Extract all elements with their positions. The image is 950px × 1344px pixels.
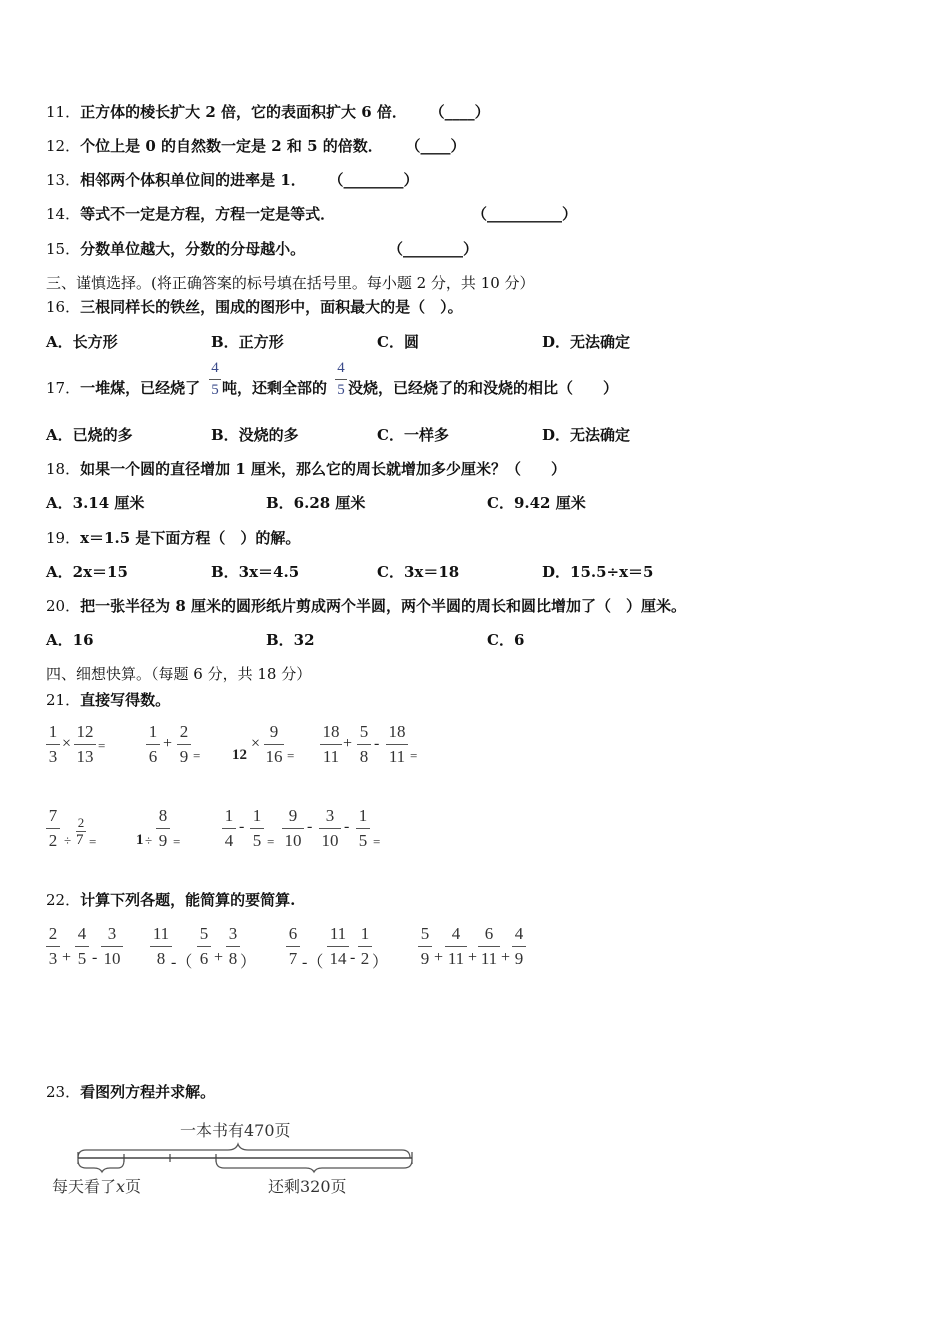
fraction: 3 8 bbox=[226, 924, 240, 969]
option-c: C．3x＝18 bbox=[377, 563, 460, 581]
question-14: 14．等式不一定是方程，方程一定是等式． bbox=[46, 205, 336, 223]
question-22: 22．计算下列各题，能简算的要简算. bbox=[46, 891, 296, 909]
fraction: 6 11 bbox=[478, 924, 500, 969]
fraction: 2 bbox=[77, 815, 85, 830]
question-15: 15．分数单位越大，分数的分母越小。 bbox=[46, 240, 306, 258]
diagram-daily-label: 每天看了x页 bbox=[52, 1177, 142, 1196]
book-pages-diagram bbox=[50, 1112, 420, 1202]
option-a: A．16 bbox=[46, 631, 94, 649]
answer-blank: （________） bbox=[388, 240, 479, 258]
fraction: 4 11 bbox=[445, 924, 467, 969]
fraction: 3 10 bbox=[319, 806, 341, 851]
fraction: 5 8 bbox=[357, 722, 371, 767]
fraction: 12 13 bbox=[74, 722, 96, 767]
answer-blank: （____） bbox=[429, 103, 490, 121]
question-16: 16．三根同样长的铁丝，围成的图形中，面积最大的是（ ）。 bbox=[46, 298, 463, 316]
fraction: 7 2 bbox=[46, 806, 60, 851]
option-b: B．3x＝4.5 bbox=[211, 563, 300, 581]
question-18: 18．如果一个圆的直径增加 1 厘米，那么它的周长就增加多少厘米？（ ） bbox=[46, 460, 566, 478]
option-b: B．32 bbox=[266, 631, 315, 649]
fraction: 1 4 bbox=[222, 806, 236, 851]
option-c: C．圆 bbox=[377, 333, 419, 351]
option-c: C．一样多 bbox=[377, 426, 449, 444]
question-11: 11．正方体的棱长扩大 2 倍，它的表面积扩大 6 倍． （____） bbox=[46, 103, 490, 121]
fraction: 1 2 bbox=[358, 924, 372, 969]
fraction: 3 10 bbox=[101, 924, 123, 969]
fraction: 2 9 bbox=[177, 722, 191, 767]
fraction: 6 7 bbox=[286, 924, 300, 969]
option-a: A．2x＝15 bbox=[46, 563, 128, 581]
diagram-total-label: 一本书有470页 bbox=[180, 1121, 291, 1140]
option-b: B．正方形 bbox=[211, 333, 284, 351]
fraction: 4 9 bbox=[512, 924, 526, 969]
answer-blank: （________） bbox=[328, 171, 419, 189]
fraction: 1 3 bbox=[46, 722, 60, 767]
option-b: B．没烧的多 bbox=[211, 426, 299, 444]
fraction: 4 5 bbox=[75, 924, 89, 969]
diagram-remaining-label: 还剩320页 bbox=[268, 1177, 347, 1196]
question-19: 19．x＝1.5 是下面方程（ ）的解。 bbox=[46, 529, 301, 547]
question-12: 12．个位上是 0 的自然数一定是 2 和 5 的倍数． （____） bbox=[46, 137, 466, 155]
answer-blank: （__________） bbox=[472, 205, 578, 223]
fraction: 4 5 bbox=[209, 360, 221, 399]
fraction: 11 14 bbox=[327, 924, 349, 969]
option-b: B．6.28 厘米 bbox=[266, 494, 366, 512]
question-23: 23．看图列方程并求解。 bbox=[46, 1083, 216, 1101]
option-a: A．长方形 bbox=[46, 333, 118, 351]
fraction: 18 11 bbox=[386, 722, 408, 767]
fraction: 2 3 bbox=[46, 924, 60, 969]
question-20: 20．把一张半径为 8 厘米的圆形纸片剪成两个半圆，两个半圆的周长和圆比增加了（ ）厘米。 bbox=[46, 597, 686, 615]
question-17: 17．一堆煤，已经烧了 bbox=[46, 379, 201, 397]
section-heading-4: 四、细想快算。（每题 6 分，共 18 分） bbox=[46, 665, 312, 683]
fraction: 9 10 bbox=[282, 806, 304, 851]
fraction: 9 16 bbox=[265, 722, 283, 766]
section-heading-3: 三、谨慎选择。(将正确答案的标号填在括号里。每小题 2 分，共 10 分） bbox=[46, 274, 535, 292]
fraction: 1 5 bbox=[250, 806, 264, 851]
fraction: 18 11 bbox=[320, 722, 342, 767]
fraction: 8 9 bbox=[156, 806, 170, 851]
option-c: C．6 bbox=[487, 631, 525, 649]
option-a: A．3.14 厘米 bbox=[46, 494, 145, 512]
fraction: 4 5 bbox=[335, 360, 347, 399]
question-13: 13．相邻两个体积单位间的进率是 1． （________） bbox=[46, 171, 419, 189]
option-d: D．无法确定 bbox=[542, 333, 631, 351]
option-a: A．已烧的多 bbox=[46, 426, 133, 444]
answer-blank: （____） bbox=[405, 137, 466, 155]
question-21: 21．直接写得数。 bbox=[46, 691, 171, 709]
fraction: 11 8 bbox=[150, 924, 172, 969]
fraction: 5 9 bbox=[418, 924, 432, 969]
fraction: 1 6 bbox=[146, 722, 160, 767]
fraction: 5 6 bbox=[197, 924, 211, 969]
option-d: D．15.5÷x＝5 bbox=[542, 563, 654, 581]
option-c: C．9.42 厘米 bbox=[487, 494, 586, 512]
fraction: 1 5 bbox=[356, 806, 370, 851]
option-d: D．无法确定 bbox=[542, 426, 631, 444]
